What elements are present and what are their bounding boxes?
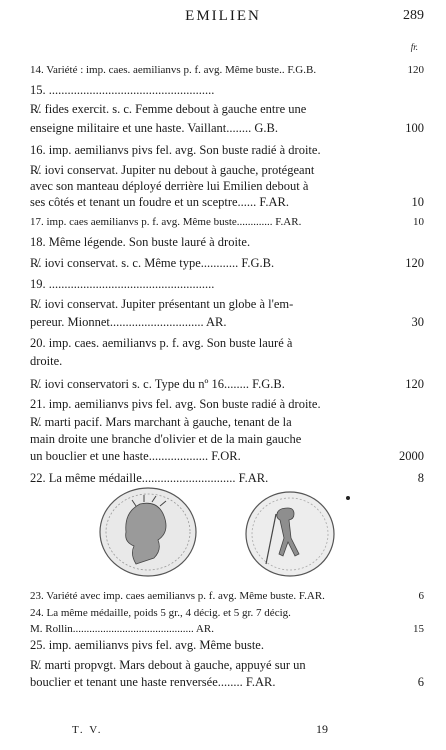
entry-line-price: 120 xyxy=(407,64,424,76)
entry-line-text: 20. imp. caes. aemilianvs p. f. avg. Son buste lauré à xyxy=(30,336,293,350)
coin-reverse-image xyxy=(246,492,350,576)
entry-line xyxy=(30,674,422,690)
entry-line xyxy=(30,335,422,351)
entry-line-text: 21. imp. aemilianvs pivs fel. avg. Son buste radié à droite. xyxy=(30,397,321,411)
entry-line-text: R̸. iovi conservatori s. c. Type du nº 16........ F.G.B. xyxy=(30,377,285,391)
entry-line xyxy=(30,178,422,194)
entry-line-price: 2000 xyxy=(399,449,424,463)
entry-line xyxy=(30,120,422,136)
entry-line xyxy=(30,314,422,330)
entry-line-text: 25. imp. aemilianvs pivs fel. avg. Même buste. xyxy=(30,638,264,652)
entry-line-text: pereur. Mionnet.............................. AR. xyxy=(30,315,227,329)
entry-line xyxy=(30,431,422,447)
entry-line xyxy=(30,276,422,292)
entry-line-text: 18. Même légende. Son buste lauré à droite. xyxy=(30,235,251,249)
entry-line xyxy=(30,234,422,250)
entry-line-text: 16. imp. aemilianvs pivs fel. avg. Son buste radié à droite. xyxy=(30,143,321,157)
entry-line-text: M. Rollin............................................ AR. xyxy=(30,623,214,635)
entry-line-text: R̸. iovi conservat. s. c. Même type............ F.G.B. xyxy=(30,256,275,270)
entry-line xyxy=(30,142,422,158)
entry-line xyxy=(30,414,422,430)
entry-line xyxy=(30,255,422,271)
entry-line-text: ses côtés et tenant un foudre et un sceptre...... F.AR. xyxy=(30,195,290,209)
entry-line xyxy=(30,657,422,673)
entry-line-price: 6 xyxy=(418,590,424,602)
entry-line xyxy=(30,214,422,230)
entry-line-price: 8 xyxy=(417,471,424,485)
entry-line-text: un bouclier et une haste................... F.OR. xyxy=(30,449,241,463)
entry-line-text: 22. La même médaille.............................. F.AR. xyxy=(30,471,269,485)
entry-line xyxy=(30,376,422,392)
entry-line-text: main droite une branche d'olivier et de la main gauche xyxy=(30,432,302,446)
entry-line xyxy=(30,588,422,604)
entry-line-price: 120 xyxy=(405,256,424,270)
entry-line xyxy=(30,296,422,312)
entry-line xyxy=(30,396,422,412)
footer-signature-number: 19 xyxy=(316,722,328,736)
entry-line-text: R̸. marti propvgt. Mars debout à gauche, appuyé sur un xyxy=(30,658,306,672)
entry-line-price: 100 xyxy=(405,121,424,135)
page-number: 289 xyxy=(403,8,424,23)
entry-line xyxy=(30,637,422,653)
entry-line-text: 17. imp. caes aemilianvs p. f. avg. Même buste............. F.AR. xyxy=(30,216,302,228)
entry-line-price: 15 xyxy=(413,623,424,635)
entry-line-text: 15. ..................................................... xyxy=(30,83,215,97)
entry-line xyxy=(30,621,422,637)
entry-line xyxy=(30,101,422,117)
entry-line-price: 10 xyxy=(413,216,424,228)
entry-line-price: 10 xyxy=(411,195,424,209)
entry-line-text: avec son manteau déployé derrière lui Emilien debout à xyxy=(30,179,309,193)
entry-line xyxy=(30,605,422,621)
entry-line-price: 30 xyxy=(411,315,424,329)
entry-line-text: R̸. marti pacif. Mars marchant à gauche, tenant de la xyxy=(30,415,292,429)
entry-line-text: 24. La même médaille, poids 5 gr., 4 décig. et 5 gr. 7 décig. xyxy=(30,607,291,619)
entry-line-text: R̸. iovi conservat. Jupiter présentant un globe à l'em- xyxy=(30,297,294,311)
entry-line xyxy=(30,82,422,98)
entry-line-text: bouclier et tenant une haste renversée........ F.AR. xyxy=(30,675,276,689)
entry-line-text: 23. Variété avec imp. caes aemilianvs p. f. avg. Même buste. F.AR. xyxy=(30,590,325,602)
page-header-title: EMILIEN xyxy=(185,8,261,24)
entry-line-text: droite. xyxy=(30,354,63,368)
footer-volume-mark: T. V. xyxy=(72,724,103,736)
entry-line xyxy=(30,194,422,210)
entry-line-text: R̸. fides exercit. s. c. Femme debout à gauche entre une xyxy=(30,102,307,116)
entry-line-text: 14. Variété : imp. caes. aemilianvs p. f. avg. Même buste.. F.G.B. xyxy=(30,64,317,76)
entry-line xyxy=(30,162,422,178)
entry-line-text: enseigne militaire et une haste. Vaillant........ G.B. xyxy=(30,121,278,135)
entry-line-price: 6 xyxy=(417,675,424,689)
entry-line xyxy=(30,62,422,78)
entry-line-price: 120 xyxy=(405,377,424,391)
entry-line-text: 19. ..................................................... xyxy=(30,277,215,291)
price-column-label: fr. xyxy=(410,42,418,52)
entry-line-text: R̸. iovi conservat. Jupiter nu debout à gauche, protégeant xyxy=(30,163,315,177)
coin-illustration xyxy=(90,484,360,584)
coin-obverse-image xyxy=(100,488,196,576)
entry-line xyxy=(30,448,422,464)
entry-line xyxy=(30,353,422,369)
